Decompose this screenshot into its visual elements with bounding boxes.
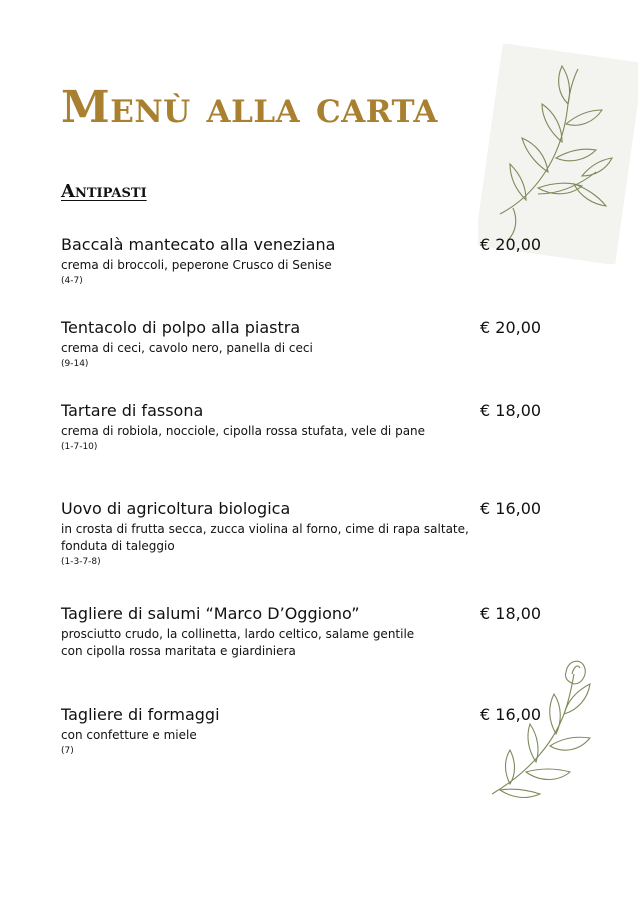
dish-allergens: (1-7-10) [61,442,98,452]
dish-name: Uovo di agricoltura biologica [61,499,291,518]
dish-allergens: (9-14) [61,359,89,369]
dish-price: € 18,00 [480,401,542,420]
dish-name: Tagliere di salumi “Marco D’Oggiono” [61,604,360,623]
menu-item [61,499,541,569]
dish-description-line: crema di broccoli, peperone Crusco di Senise [61,258,332,272]
menu-item [61,604,541,660]
dish-description-line: crema di ceci, cavolo nero, panella di ceci [61,341,313,355]
dish-allergens: (1-3-7-8) [61,557,101,567]
menu-item [61,318,541,371]
dish-description-line: prosciutto crudo, la collinetta, lardo celtico, salame gentile [61,627,415,641]
dish-description-line: crema di robiola, nocciole, cipolla rossa stufata, vele di pane [61,424,426,438]
dish-description [61,521,481,555]
dish-description [61,727,481,744]
dish-description [61,626,481,660]
olive-branch-illustration [478,44,638,264]
dish-description-line: fonduta di taleggio [61,539,175,553]
menu-item [61,235,541,288]
dish-description [61,257,481,274]
dish-price: € 16,00 [480,499,542,518]
dish-description-line: con confetture e miele [61,728,197,742]
dish-allergens: (4-7) [61,276,83,286]
dish-price: € 20,00 [480,318,542,337]
dish-name: Tartare di fassona [61,401,204,420]
dish-price: € 16,00 [480,705,542,724]
dish-price: € 20,00 [480,235,542,254]
dish-name: Baccalà mantecato alla veneziana [61,235,336,254]
menu-item [61,705,541,758]
dish-name: Tagliere di formaggi [61,705,220,724]
menu-title: Menù alla carta [61,82,438,133]
menu-item [61,401,541,454]
section-heading-antipasti: Antipasti [61,181,147,202]
dish-description [61,340,481,357]
dish-description-line: in crosta di frutta secca, zucca violina al forno, cime di rapa saltate, [61,522,469,536]
dish-description-line: con cipolla rossa maritata e giardiniera [61,644,296,658]
dish-allergens: (7) [61,746,74,756]
dish-description [61,423,481,440]
dish-name: Tentacolo di polpo alla piastra [61,318,301,337]
dish-price: € 18,00 [480,604,542,623]
